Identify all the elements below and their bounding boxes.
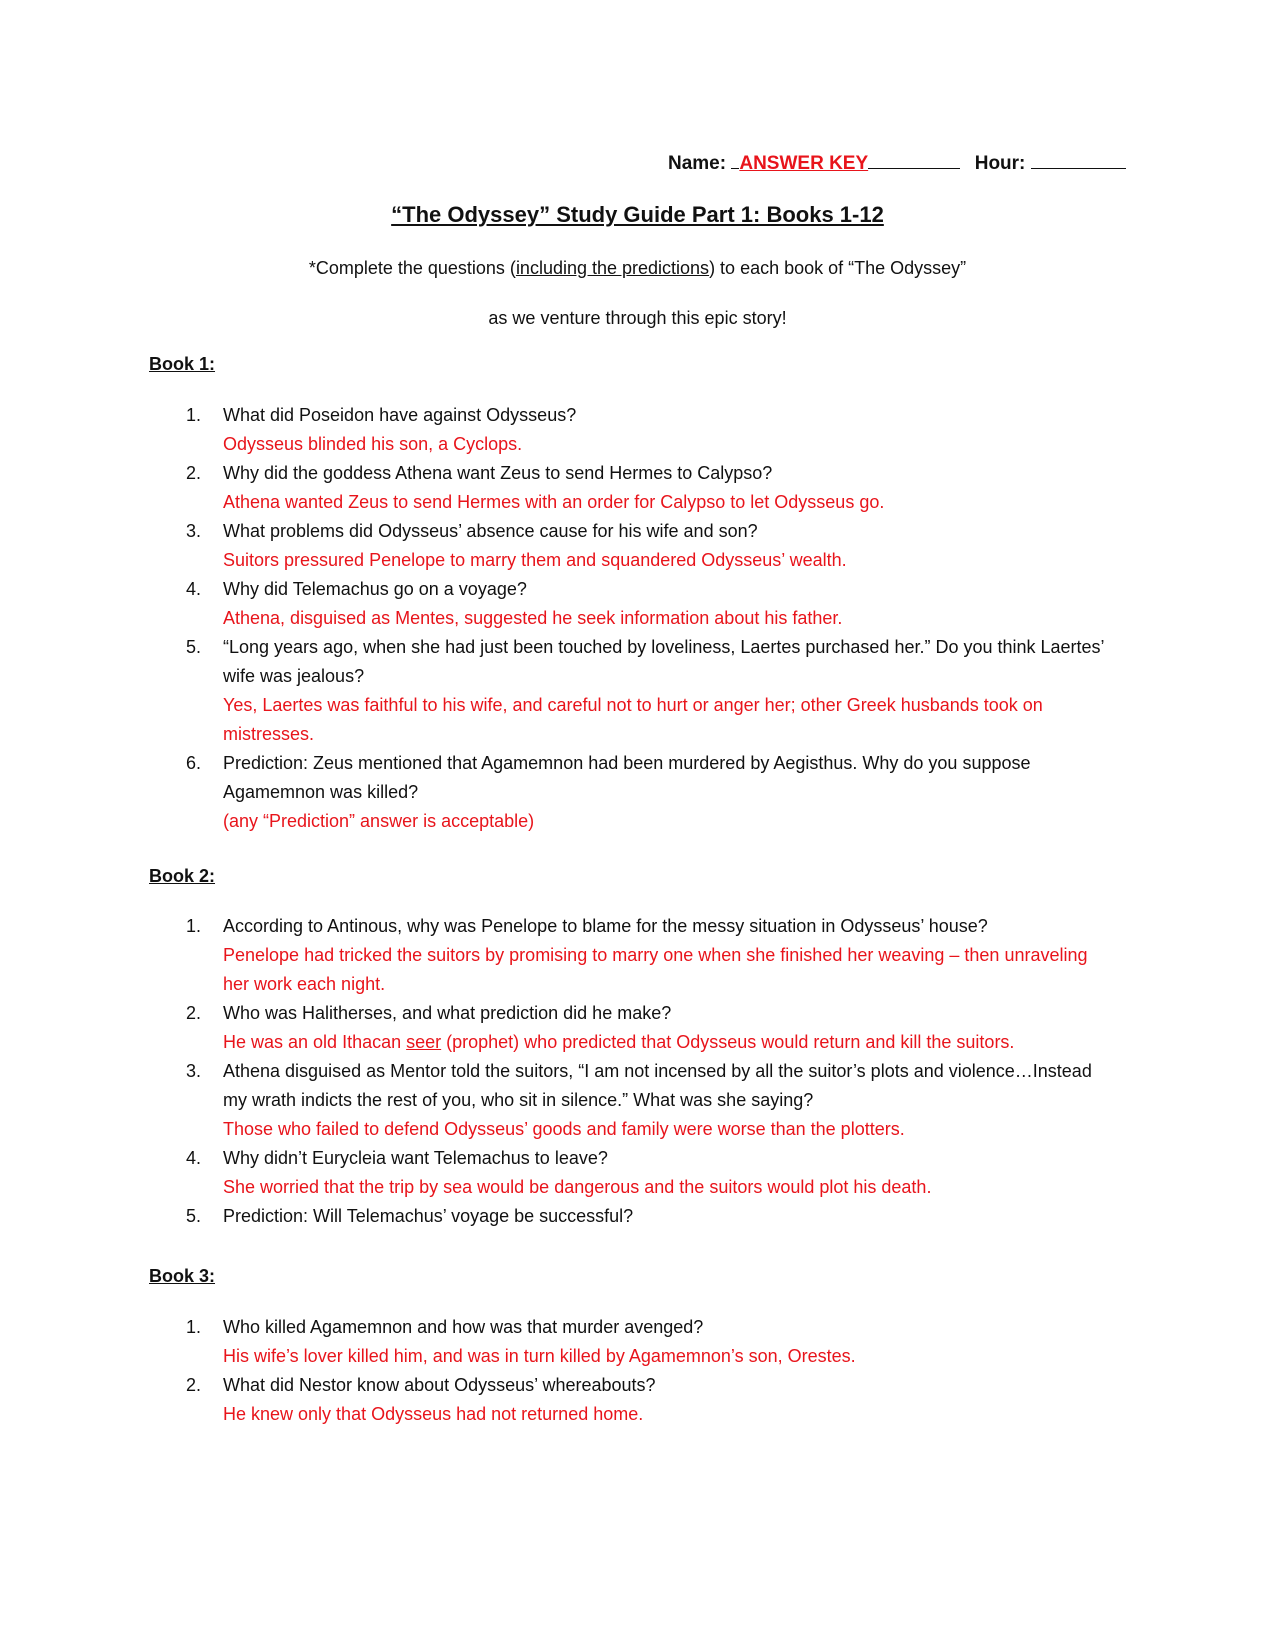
answer-text: He knew only that Odysseus had not returned home. xyxy=(223,1404,644,1424)
page-title: “The Odyssey” Study Guide Part 1: Books 1-12 xyxy=(391,202,884,227)
question-item: 4. Why did Telemachus go on a voyage? Athena, disguised as Mentes, suggested he seek information about his father. xyxy=(186,575,1116,633)
answer-text: Those who failed to defend Odysseus’ goods and family were worse than the plotters. xyxy=(223,1119,905,1139)
question-text: What did Poseidon have against Odysseus? xyxy=(223,405,577,425)
answer-text: Suitors pressured Penelope to marry them and squandered Odysseus’ wealth. xyxy=(223,550,847,570)
intro-underlined: including the predictions xyxy=(515,258,710,278)
question-text: Prediction: Will Telemachus’ voyage be successful? xyxy=(223,1206,634,1226)
answer-text: Penelope had tricked the suitors by promising to marry one when she finished her weaving – then unraveling her work each night. xyxy=(223,945,1088,994)
header-name-hour xyxy=(668,150,1126,175)
question-text: Why did Telemachus go on a voyage? xyxy=(223,579,527,599)
answer-text: (any “Prediction” answer is acceptable) xyxy=(223,811,535,831)
question-item: 3. Athena disguised as Mentor told the suitors, “I am not incensed by all the suitor’s plots and violence…Instead my wrath indicts the rest of you, who sit in silence.” What was she saying? Those who failed to defend Odysseus’ goods and family were worse than the plotters. xyxy=(186,1057,1116,1144)
question-item: 2. Why did the goddess Athena want Zeus to send Hermes to Calypso? Athena wanted Zeus to send Hermes with an order for Calypso to let Odysseus go. xyxy=(186,459,1116,517)
intro-line-1: *Complete the questions (including the predictions) to each book of “The Odyssey” xyxy=(308,258,967,278)
question-item: 1. According to Antinous, why was Penelope to blame for the messy situation in Odysseus’ house? Penelope had tricked the suitors by promising to marry one when she finished her weaving – then unraveling her work each night. xyxy=(186,912,1116,999)
question-text: Who killed Agamemnon and how was that murder avenged? xyxy=(223,1317,704,1337)
book-3-heading: Book 3: xyxy=(149,1266,216,1286)
hour-label: Hour: xyxy=(974,153,1026,174)
question-text: What did Nestor know about Odysseus’ whereabouts? xyxy=(223,1375,656,1395)
question-text: Why did the goddess Athena want Zeus to send Hermes to Calypso? xyxy=(223,463,773,483)
question-item: 1. Who killed Agamemnon and how was that murder avenged? His wife’s lover killed him, and was in turn killed by Agamemnon’s son, Orestes. xyxy=(186,1313,1116,1371)
underlined-term: seer xyxy=(406,1032,442,1052)
question-item: 5. Prediction: Will Telemachus’ voyage be successful? xyxy=(186,1202,1116,1231)
question-text: According to Antinous, why was Penelope to blame for the messy situation in Odysseus’ house? xyxy=(223,916,988,936)
question-text: “Long years ago, when she had just been touched by loveliness, Laertes purchased her.” Do you think Laertes’ wife was jealous? xyxy=(223,637,1104,686)
answer-text: She worried that the trip by sea would be dangerous and the suitors would plot his death. xyxy=(223,1177,932,1197)
name-blank-tail xyxy=(868,150,960,169)
answer-text: His wife’s lover killed him, and was in turn killed by Agamemnon’s son, Orestes. xyxy=(223,1346,856,1366)
book-1-heading: Book 1: xyxy=(149,354,216,374)
question-text: Who was Halitherses, and what prediction did he make? xyxy=(223,1003,672,1023)
book-2-questions xyxy=(186,912,1116,1231)
book-2-heading: Book 2: xyxy=(149,866,216,886)
answer-text: Athena wanted Zeus to send Hermes with an order for Calypso to let Odysseus go. xyxy=(223,492,885,512)
answer-text: Yes, Laertes was faithful to his wife, and careful not to hurt or anger her; other Greek husbands took on mistresses. xyxy=(223,695,1043,744)
question-item: 6. Prediction: Zeus mentioned that Agamemnon had been murdered by Aegisthus. Why do you suppose Agamemnon was killed? (any “Prediction” answer is acceptable) xyxy=(186,749,1116,836)
question-text: Prediction: Zeus mentioned that Agamemnon had been murdered by Aegisthus. Why do you suppose Agamemnon was killed? xyxy=(223,753,1031,802)
question-item: 4. Why didn’t Eurycleia want Telemachus to leave? She worried that the trip by sea would be dangerous and the suitors would plot his death. xyxy=(186,1144,1116,1202)
question-text: What problems did Odysseus’ absence cause for his wife and son? xyxy=(223,521,758,541)
hour-blank xyxy=(1031,150,1126,169)
answer-text: Athena, disguised as Mentes, suggested he seek information about his father. xyxy=(223,608,843,628)
book-3-questions xyxy=(186,1313,1116,1429)
question-item: 3. What problems did Odysseus’ absence cause for his wife and son? Suitors pressured Penelope to marry them and squandered Odysseus’ wealth. xyxy=(186,517,1116,575)
book-1-questions xyxy=(186,401,1116,836)
question-item: 2. What did Nestor know about Odysseus’ whereabouts? He knew only that Odysseus had not returned home. xyxy=(186,1371,1116,1429)
question-item: 2. Who was Halitherses, and what prediction did he make? He was an old Ithacan seer (prophet) who predicted that Odysseus would return and kill the suitors. xyxy=(186,999,1116,1057)
question-item: 1. What did Poseidon have against Odysseus? Odysseus blinded his son, a Cyclops. xyxy=(186,401,1116,459)
question-text: Why didn’t Eurycleia want Telemachus to leave? xyxy=(223,1148,608,1168)
answer-text: He was an old Ithacan seer (prophet) who predicted that Odysseus would return and kill the suitors. xyxy=(223,1032,1015,1052)
name-value: ANSWER KEY xyxy=(739,153,869,174)
answer-text: Odysseus blinded his son, a Cyclops. xyxy=(223,434,523,454)
question-item: 5. “Long years ago, when she had just been touched by loveliness, Laertes purchased her.” Do you think Laertes’ wife was jealous? Yes, Laertes was faithful to his wife, and careful not to hurt or anger her; other Greek husbands took on mistresses. xyxy=(186,633,1116,749)
name-label: Name: xyxy=(668,153,727,174)
intro-line-2: as we venture through this epic story! xyxy=(488,308,787,328)
question-text: Athena disguised as Mentor told the suitors, “I am not incensed by all the suitor’s plots and violence…Instead my wrath indicts the rest of you, who sit in silence.” What was she saying? xyxy=(223,1061,1092,1110)
